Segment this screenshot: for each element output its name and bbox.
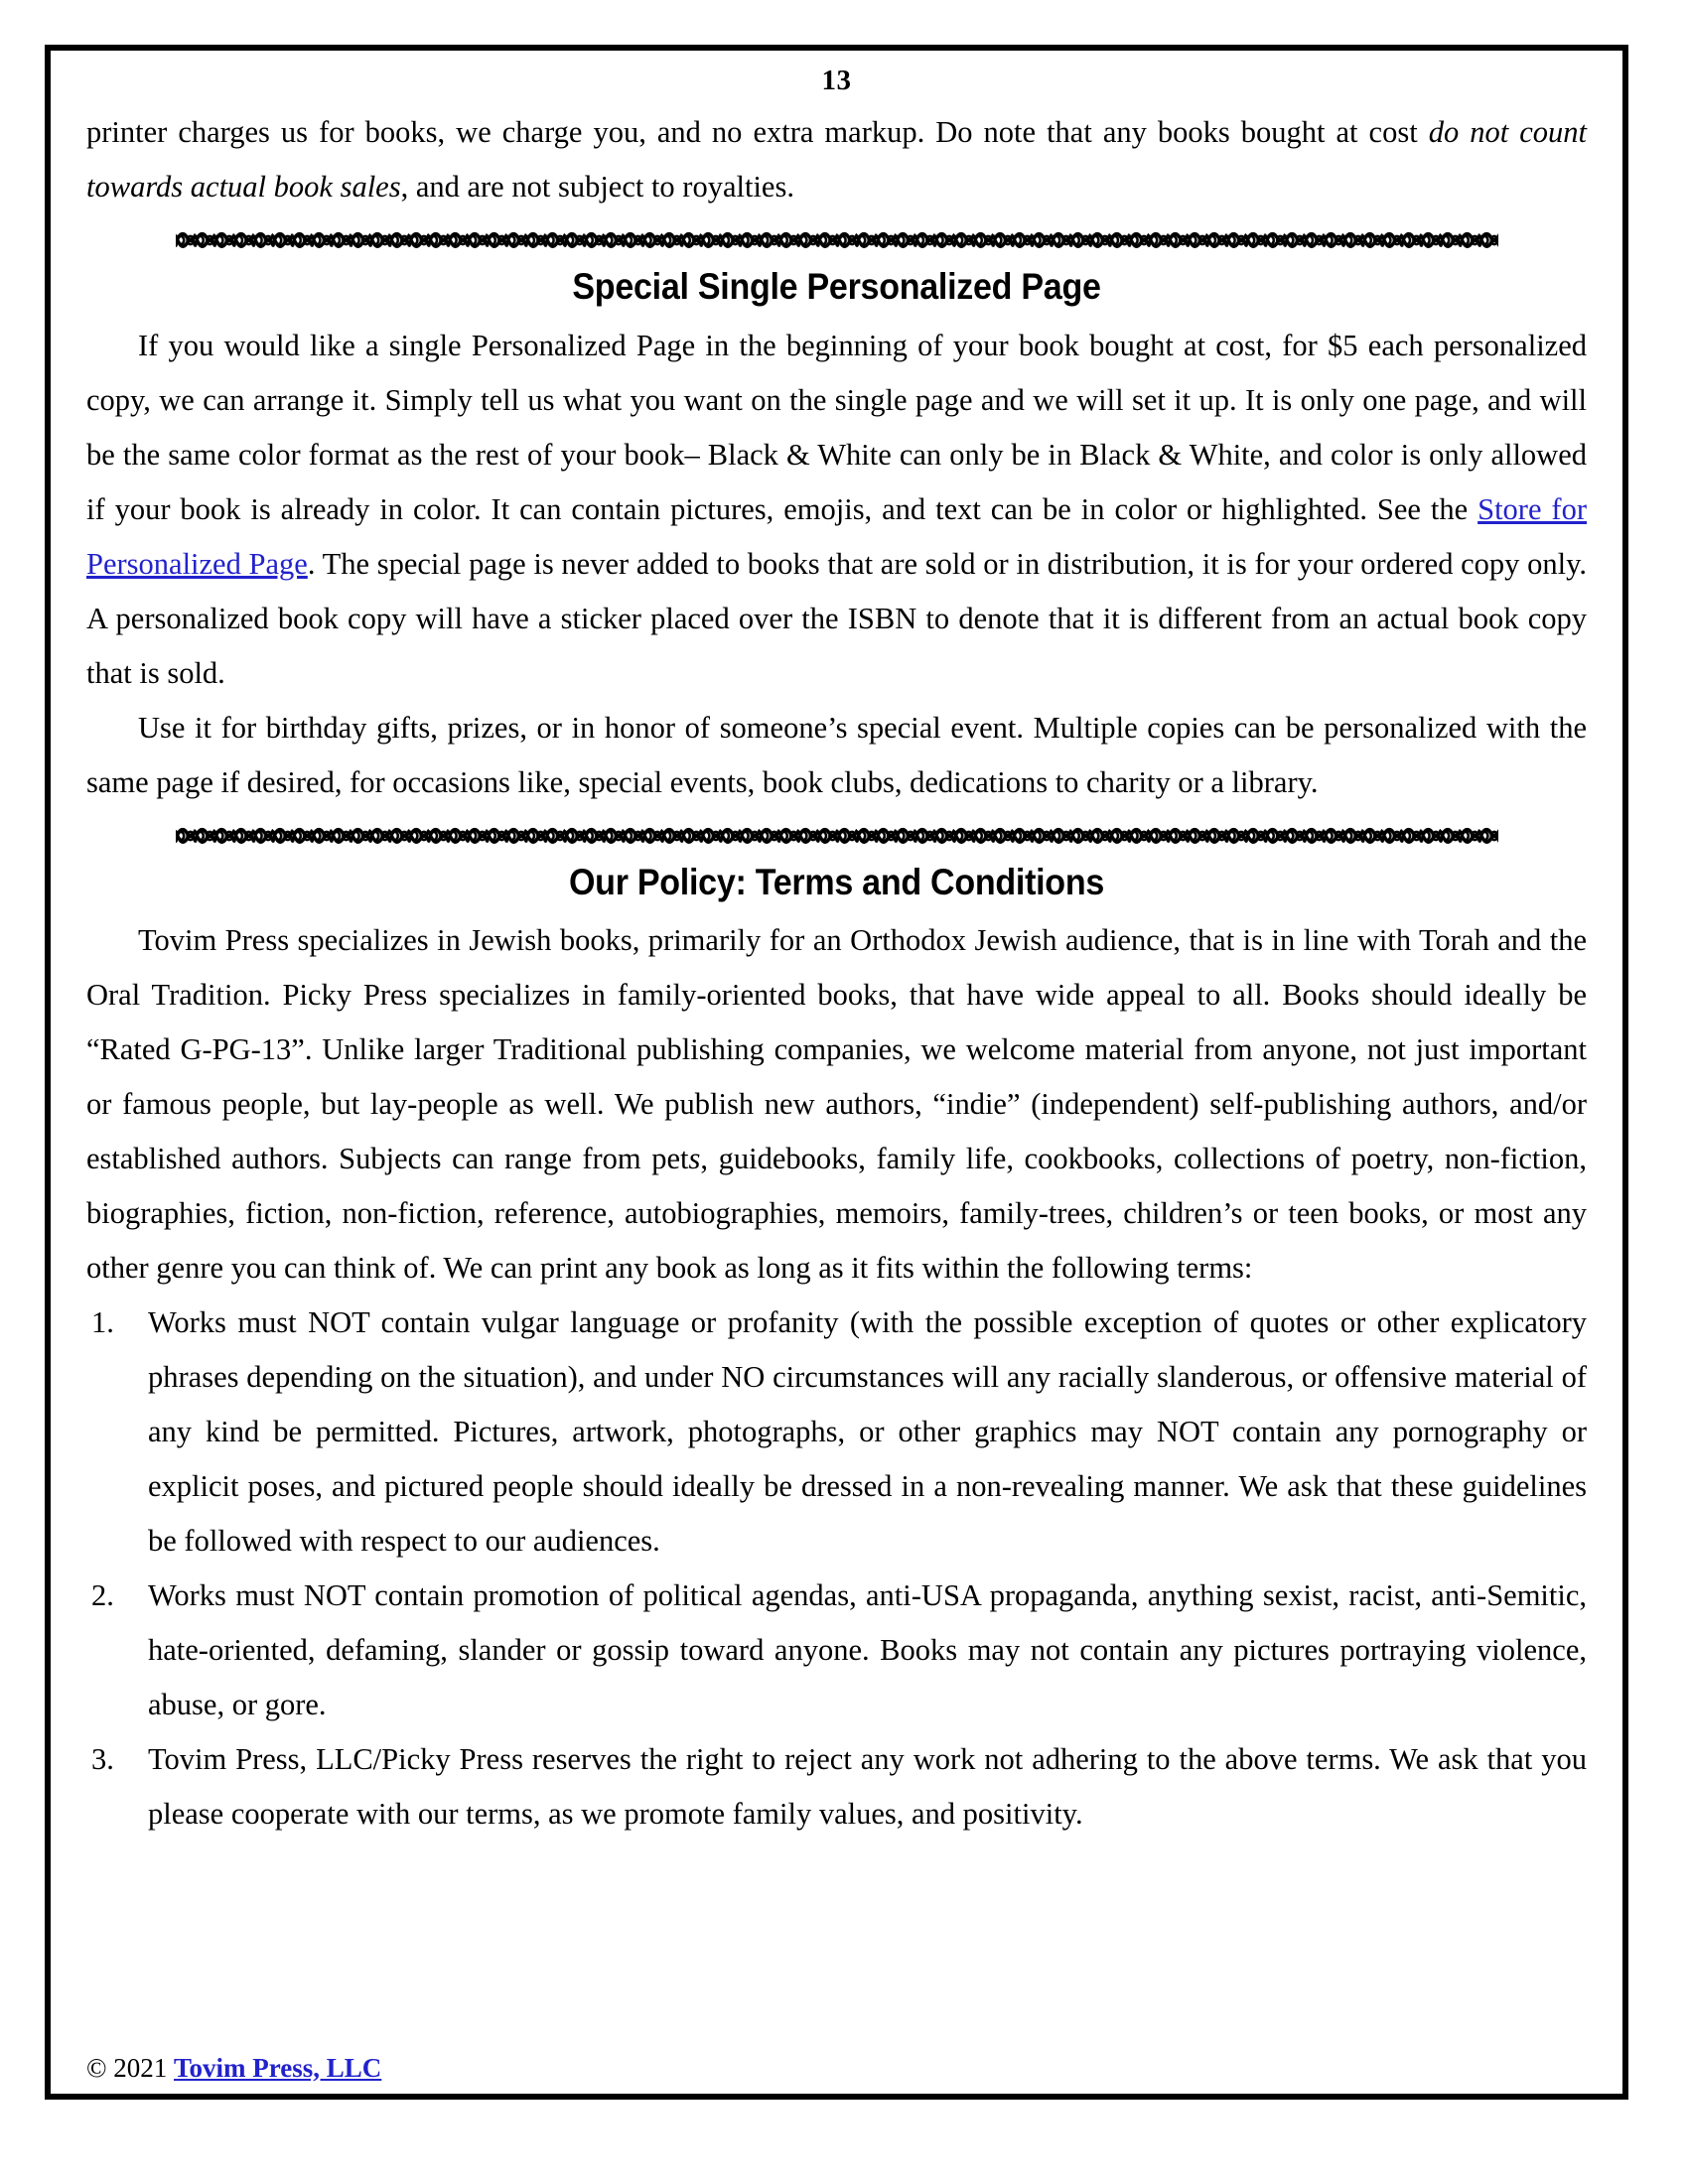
section2-para1-text-b: , guidebooks, family life, cookbooks, collections of poetry, non-fiction, biographies, fiction, non-fiction, reference, autobiographies, memoirs, family-trees, children’s or teen books, or most any other genre you can think of. We can print any book as long as it fits within the following terms: <box>86 1142 1587 1286</box>
tovim-press-link[interactable]: Tovim Press, LLC <box>174 2052 382 2083</box>
section-divider-1 <box>86 214 1587 266</box>
store-for-personalized-page-link[interactable]: Store for Personalized Page <box>86 491 1587 581</box>
section2-para1-text-a: Tovim Press specializes in Jewish books, primarily for an Orthodox Jewish audience, that is in line with Torah and the Oral Tradition. Picky Press specializes in family-oriented books, that have wide appeal to all. Books should ideally be “Rated G-PG-13”. Unlike larger Traditional publishing companies, we welcome material from anyone, not just important or famous people, but lay-people as well. We publish new authors, “indie” (independent) self-publishing authors, and/or established authors. Subjects can range from pet <box>86 923 1587 1176</box>
intro-emphasis: do not count towards actual book sales <box>86 115 1587 204</box>
intro-paragraph <box>86 105 1587 214</box>
section2-paragraph-1 <box>86 913 1587 1296</box>
copyright-text: © 2021 <box>86 2052 175 2083</box>
section1-paragraph-2: Use it for birthday gifts, prizes, or in honor of someone’s special event. Multiple copies can be personalized with the same page if desired, for occasions like, special events, book clubs, dedications to charity or a library. <box>86 710 1587 799</box>
list-item-number: 3. <box>91 1742 114 1777</box>
terms-list <box>86 1296 1587 1842</box>
braided-chain-ornament <box>176 825 1498 847</box>
intro-text-part1: printer charges us for books, we charge you, and no extra markup. Do note that any books bought at cost <box>86 115 1429 149</box>
terms-list-item <box>86 1569 1587 1732</box>
page-content-area <box>51 51 1622 2094</box>
page-footer <box>86 2052 381 2084</box>
terms-list-item <box>86 1732 1587 1842</box>
section1-para1-text-b: . The special page is never added to books that are sold or in distribution, it is for your ordered copy only. A personalized book copy will have a sticker placed over the ISBN to denote that it is different from an actual book copy that is sold. <box>86 546 1587 690</box>
list-item-number: 2. <box>91 1578 114 1613</box>
section1-paragraph-1 <box>86 319 1587 701</box>
list-item-text: Tovim Press, LLC/Picky Press reserves the right to reject any work not adhering to the above terms. We ask that you please cooperate with our terms, as we promote family values, and positivity. <box>148 1742 1587 1832</box>
intro-text-part2: , and are not subject to royalties. <box>400 170 794 204</box>
list-item-number: 1. <box>91 1305 114 1340</box>
terms-list-item <box>86 1296 1587 1569</box>
braided-chain-ornament <box>176 229 1498 251</box>
heading-our-policy-terms-and-conditions: Our Policy: Terms and Conditions <box>568 861 1105 902</box>
page-number: 13 <box>821 65 852 96</box>
list-item-text: Works must NOT contain vulgar language or profanity (with the possible exception of quotes or other explicatory phrases depending on the situation), and under NO circumstances will any racially slanderous, or offensive material of any kind be permitted. Pictures, artwork, photographs, or other graphics may NOT contain any pornography or explicit poses, and pictured people should ideally be dressed in a non-revealing manner. We ask that these guidelines be followed with respect to our audiences. <box>148 1305 1587 1559</box>
section2-para1-italic: s <box>688 1142 701 1176</box>
list-item-text: Works must NOT contain promotion of political agendas, anti-USA propaganda, anything sexist, racist, anti-Semitic, hate-oriented, defaming, slander or gossip toward anyone. Books may not contain any pictures portraying violence, abuse, or gore. <box>148 1578 1587 1722</box>
section1-para1-text-a: If you would like a single Personalized Page in the beginning of your book bought at cost, for $5 each personalized copy, we can arrange it. Simply tell us what you want on the single page and we will set it up. It is only one page, and will be the same color format as the rest of your book– Black & White can only be in Black & White, and color is only allowed if your book is already in color. It can contain pictures, emojis, and text can be in color or highlighted. See the <box>86 328 1587 526</box>
page-sheet <box>45 45 1628 2100</box>
heading-special-single-personalized-page: Special Single Personalized Page <box>572 266 1101 307</box>
section-divider-2 <box>86 810 1587 862</box>
